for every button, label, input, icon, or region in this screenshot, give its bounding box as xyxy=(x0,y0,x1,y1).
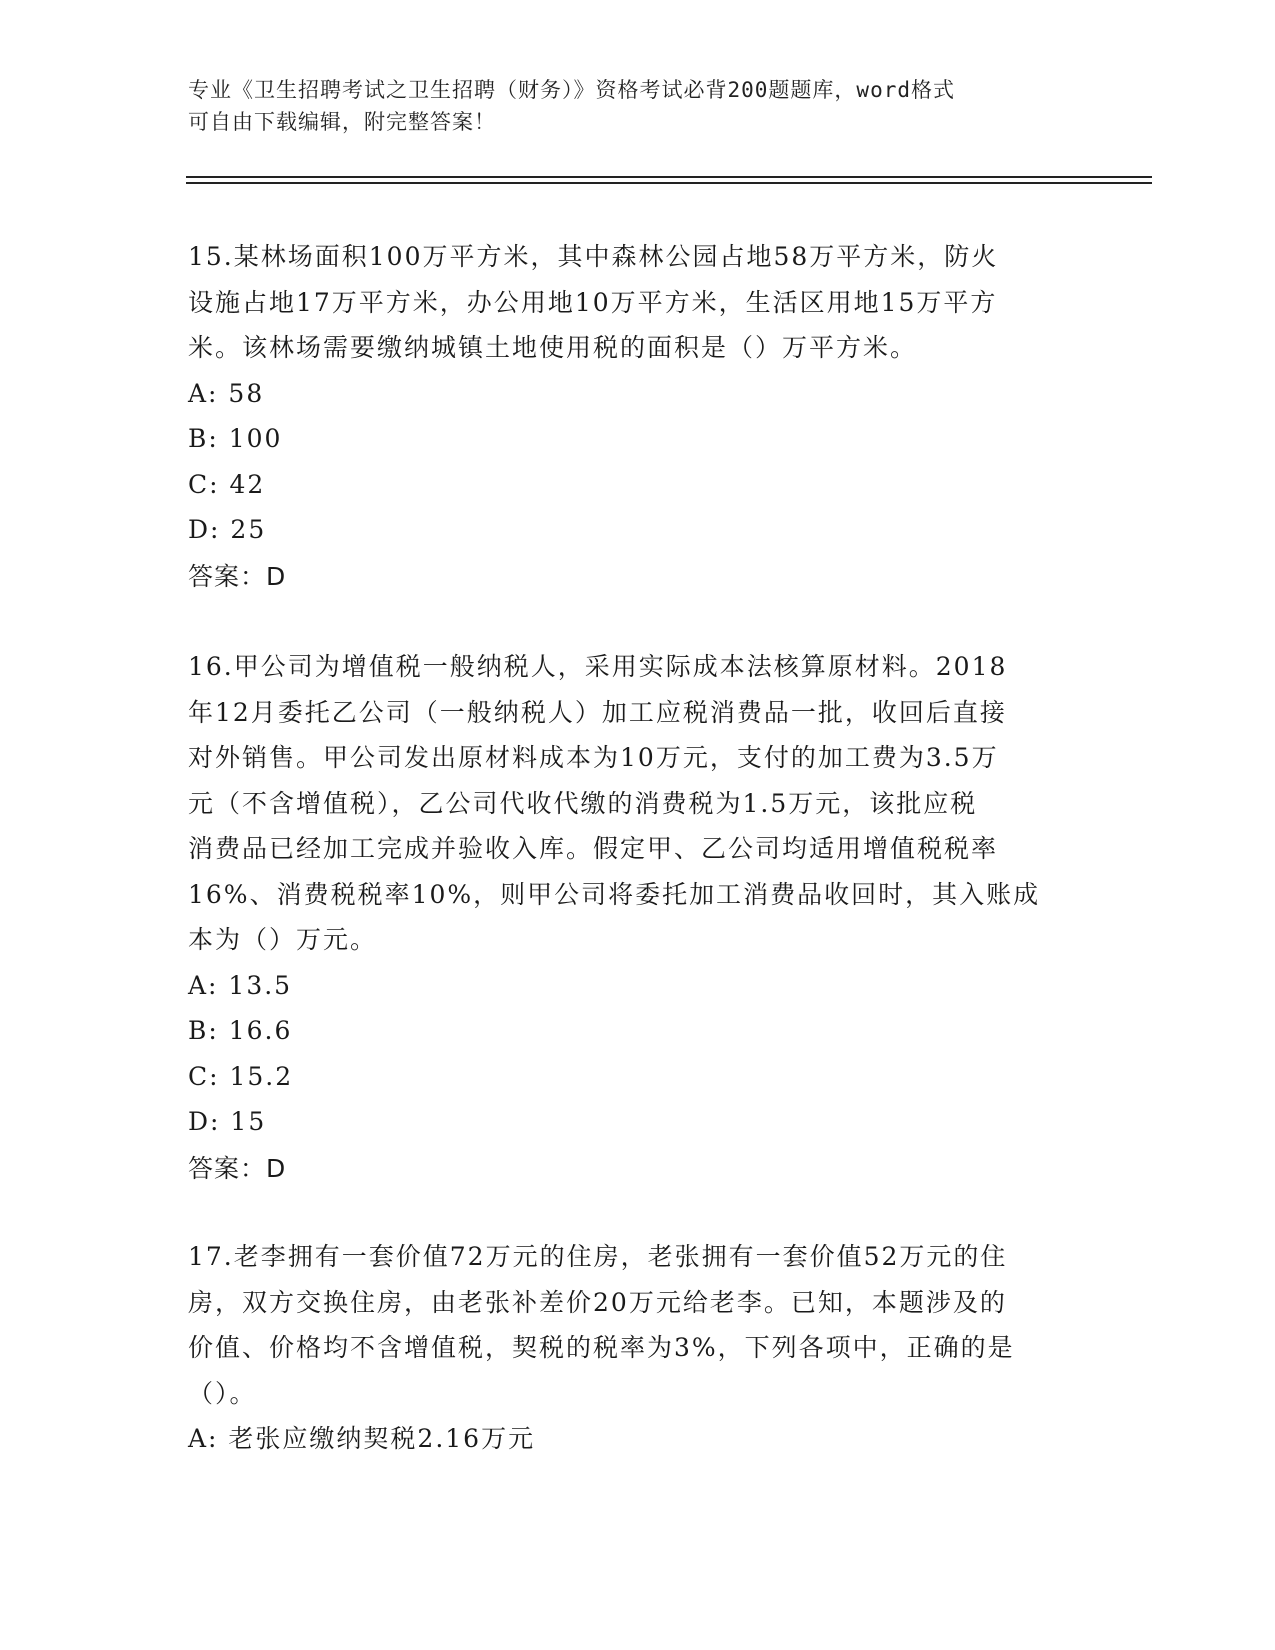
question-stem xyxy=(188,644,1088,963)
option-a: A: 13.5 xyxy=(188,970,293,1000)
answer-label: 答案：D xyxy=(188,561,287,591)
stem-line: 价值、价格均不含增值税，契税的税率为3%，下列各项中，正确的是 xyxy=(188,1333,1015,1362)
option-c: C: 15.2 xyxy=(188,1061,294,1091)
option-c: C: 42 xyxy=(188,469,266,499)
document-header xyxy=(188,74,1068,138)
header-line-1: 专业《卫生招聘考试之卫生招聘（财务）》资格考试必背200题题库，word格式 xyxy=(188,78,955,102)
question-stem xyxy=(188,1234,1088,1416)
option-d: D: 25 xyxy=(188,515,267,544)
stem-line: 年12月委托乙公司（一般纳税人）加工应税消费品一批，收回后直接 xyxy=(188,697,1007,727)
stem-line: 消费品已经加工完成并验收入库。假定甲、乙公司均适用增值税税率 xyxy=(188,834,999,863)
stem-line: 本为（）万元。 xyxy=(188,925,378,954)
stem-line: 设施占地17万平方米，办公用地10万平方米，生活区用地15万平方 xyxy=(188,287,998,317)
option-a: A: 老张应缴纳契税2.16万元 xyxy=(188,1424,536,1453)
stem-line: 16.甲公司为增值税一般纳税人，采用实际成本法核算原材料。2018 xyxy=(188,652,1008,681)
option-b: B: 16.6 xyxy=(188,1016,293,1045)
header-line-2: 可自由下载编辑，附完整答案！ xyxy=(188,110,496,134)
stem-line: 15.某林场面积100万平方米，其中森林公园占地58万平方米，防火 xyxy=(188,242,999,271)
header-divider xyxy=(186,176,1152,184)
stem-line: （）。 xyxy=(188,1378,257,1408)
stem-line: 房，双方交换住房，由老张补差价20万元给老李。已知，本题涉及的 xyxy=(188,1287,1007,1317)
option-d: D: 15 xyxy=(188,1107,267,1136)
stem-line: 16%、消费税税率10%，则甲公司将委托加工消费品收回时，其入账成 xyxy=(188,879,1041,909)
stem-line: 米。该林场需要缴纳城镇土地使用税的面积是（）万平方米。 xyxy=(188,333,918,362)
stem-line: 元（不含增值税），乙公司代收代缴的消费税为1.5万元，该批应税 xyxy=(188,788,978,818)
stem-line: 对外销售。甲公司发出原材料成本为10万元，支付的加工费为3.5万 xyxy=(188,743,999,772)
question-17 xyxy=(188,1234,1088,1462)
question-16 xyxy=(188,644,1088,1191)
stem-line: 17.老李拥有一套价值72万元的住房，老张拥有一套价值52万元的住 xyxy=(188,1242,1008,1271)
question-15 xyxy=(188,234,1088,599)
question-stem xyxy=(188,234,1088,371)
answer-label: 答案：D xyxy=(188,1153,287,1183)
option-a: A: 58 xyxy=(188,378,265,408)
option-b: B: 100 xyxy=(188,424,283,453)
